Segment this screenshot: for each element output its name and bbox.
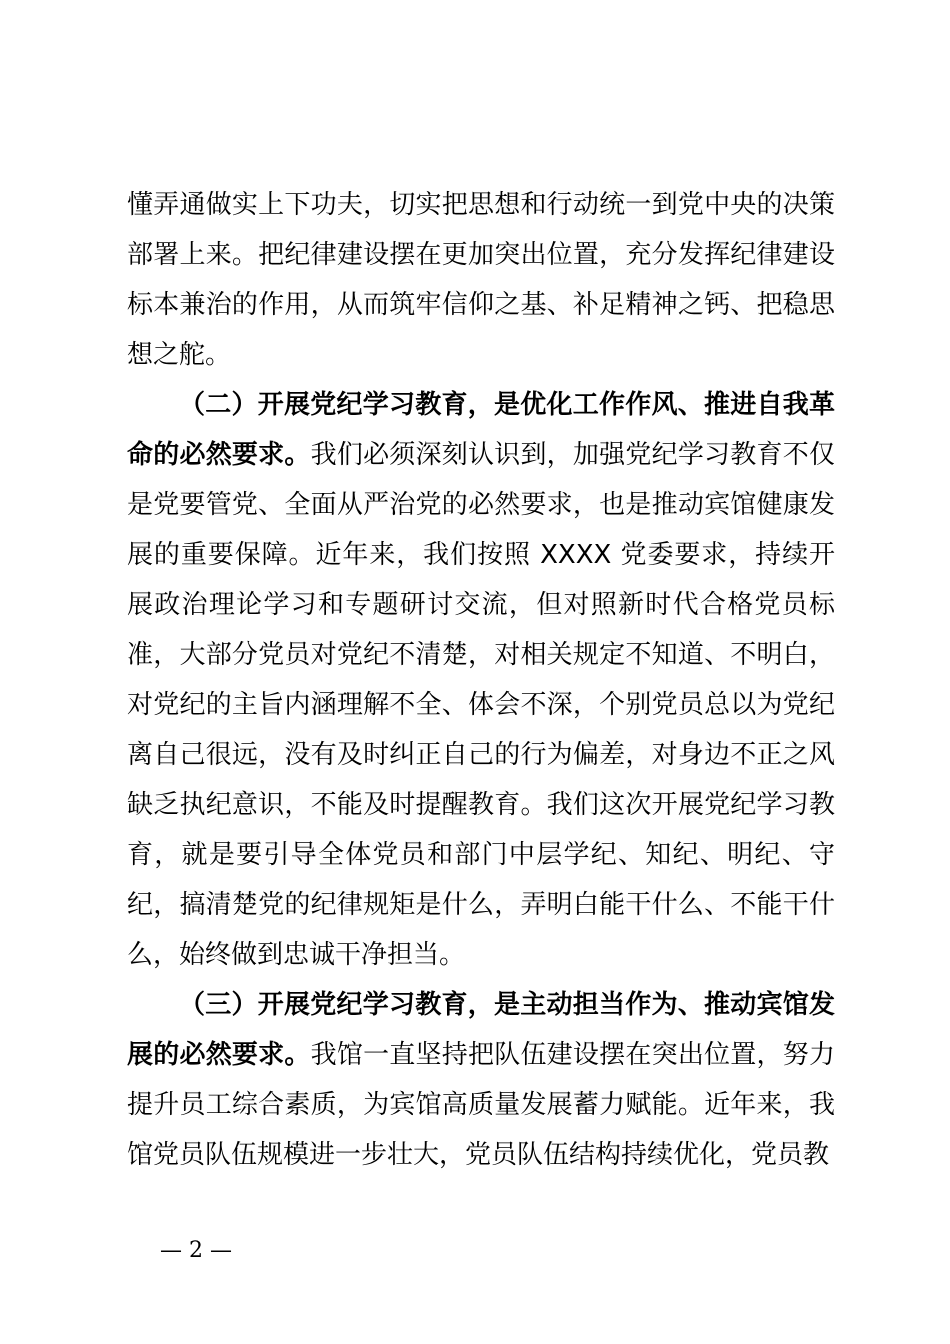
section-2-heading: （二）开展党纪学习教育，是优化工作作风、推进自我革命的必然要求。 — [127, 390, 835, 470]
section-3-body: 我馆一直坚持把队伍建设摆在突出位置，努力提升员工综合素质，为宾馆高质量发展蓄力赋能。近年来，我馆党员队伍规模进一步壮大，党员队伍结构持续优化，党员教 — [127, 1040, 835, 1170]
paragraph-continuation: 懂弄通做实上下功夫，切实把思想和行动统一到党中央的决策部署上来。把纪律建设摆在更加突出位置，充分发挥纪律建设标本兼治的作用，从而筑牢信仰之基、补足精神之钙、把稳思想之舵。 — [127, 190, 835, 370]
section-2-body: 我们必须深刻认识到，加强党纪学习教育不仅是党要管党、全面从严治党的必然要求，也是推动宾馆健康发展的重要保障。近年来，我们按照 XXXX 党委要求，持续开展政治理论学习和专题研讨交流，但对照新时代合格党员标准，大部分党员对党纪不清楚，对相关规定不知道、不明白，对党纪的主旨内涵理解不全、体会不深，个别党员总以为党纪离自己很远，没有及时纠正自己的行为偏差，对身边不正之风缺乏执纪意识，不能及时提醒教育。我们这次开展党纪学习教育，就是要引导全体党员和部门中层学纪、知纪、明纪、守纪，搞清楚党的纪律规矩是什么，弄明白能干什么、不能干什么，始终做到忠诚干净担当。 — [127, 440, 835, 970]
section-3-heading: （三）开展党纪学习教育，是主动担当作为、推动宾馆发展的必然要求。 — [127, 990, 835, 1070]
document-body — [127, 180, 835, 1180]
paragraph-section-3 — [127, 980, 835, 1180]
page-number: — 2 — — [160, 1238, 232, 1263]
paragraph-section-2 — [127, 380, 835, 980]
